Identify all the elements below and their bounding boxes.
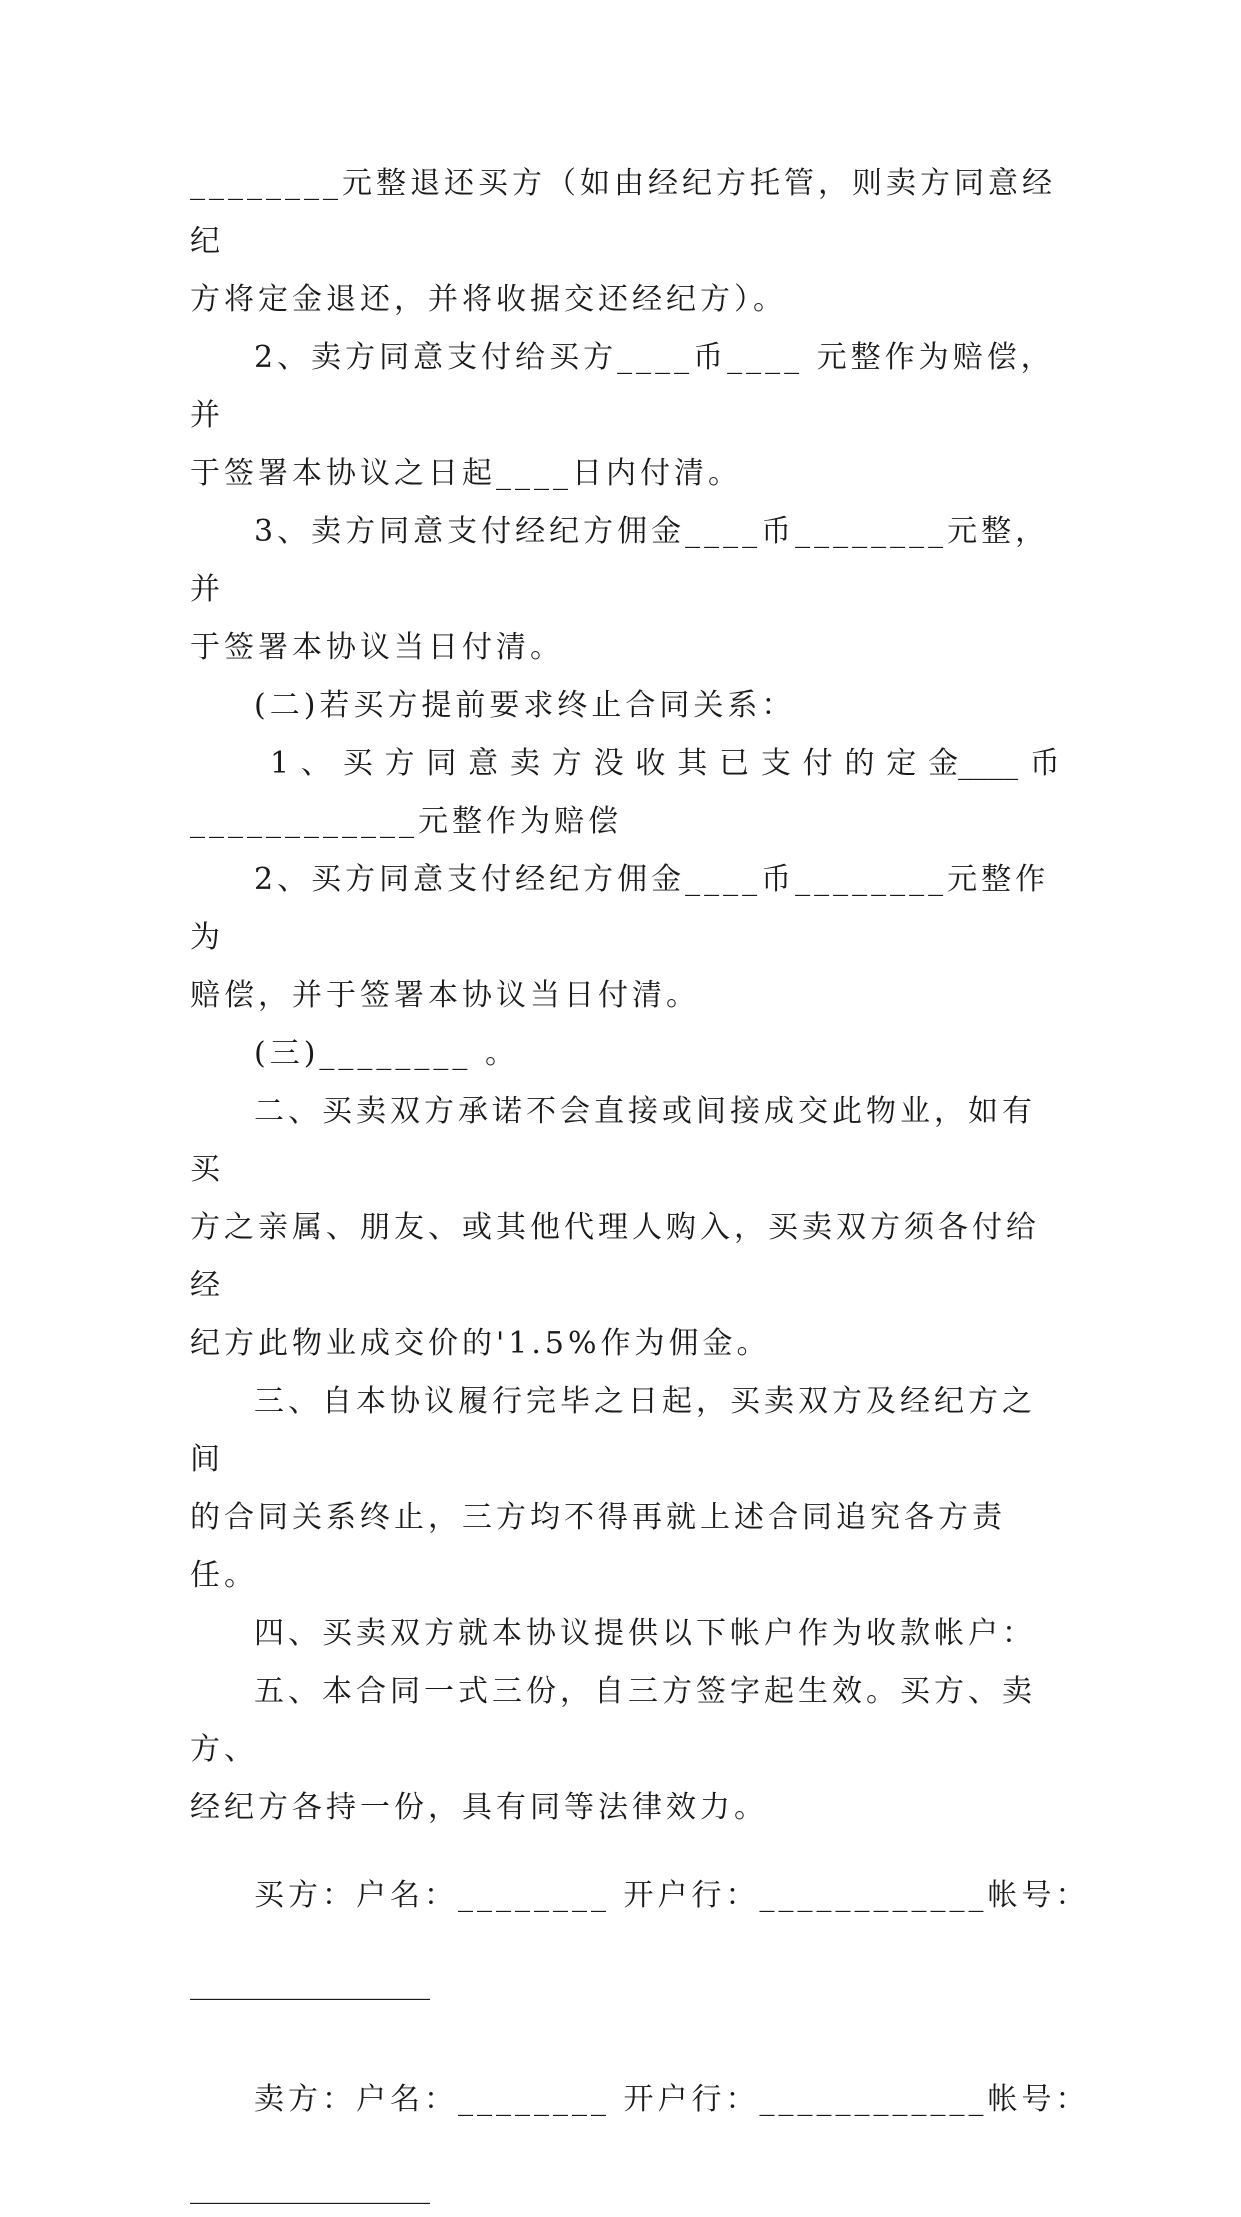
paragraph-line: 纪方此物业成交价的'1.5%作为佣金。: [190, 1326, 771, 1361]
paragraph-line: 赔偿，并于签署本协议当日付清。: [190, 978, 700, 1013]
paragraph-line: ____________元整作为赔偿: [190, 804, 622, 839]
justified-char: 、: [300, 746, 331, 781]
section-heading-3: (三)________ 。: [254, 1036, 519, 1071]
justified-char: 没: [593, 746, 624, 781]
paragraph-line: 经纪方各持一份，具有同等法律效力。: [190, 1790, 768, 1825]
justified-char: 已: [719, 746, 750, 781]
paragraph-line: 方之亲属、朋友、或其他代理人购入，买卖双方须各付给经: [190, 1210, 1040, 1303]
justified-char: 支: [760, 746, 791, 781]
clause-2: 2、卖方同意支付给买方____币____ 元整作为赔偿，并: [190, 340, 1055, 433]
paragraph-line: 于签署本协议之日起____日内付清。: [190, 456, 742, 491]
article-5: 五、本合同一式三份，自三方签字起生效。买方、卖方、: [190, 1674, 1036, 1767]
buyer-account-line: 买方：户名：________ 开户行：____________帐号：: [254, 1878, 1090, 1913]
justified-char: 币: [1029, 746, 1060, 781]
buyer-clause-2: 2、买方同意支付经纪方佣金____币________元整作为: [190, 862, 1050, 955]
seller-account-line: 卖方：户名：________ 开户行：____________帐号：: [254, 2082, 1090, 2117]
justified-char: 方: [384, 746, 415, 781]
article-4: 四、买卖双方就本协议提供以下帐户作为收款帐户：: [254, 1616, 1036, 1651]
paragraph-line: 方将定金退还，并将收据交还经纪方）。: [190, 282, 787, 317]
buyer-clause-1-line: [190, 735, 1060, 793]
article-2: 二、买卖双方承诺不会直接或间接成交此物业，如有买: [190, 1094, 1036, 1187]
seller-account-number-blank: ________________: [190, 2170, 430, 2205]
paragraph-line: ________元整退还买方（如由经纪方托管，则卖方同意经纪: [190, 166, 1056, 259]
justified-char: 金____: [928, 746, 1019, 781]
article-3: 三、自本协议履行完毕之日起，买卖双方及经纪方之间: [190, 1384, 1036, 1477]
justified-char: 的: [844, 746, 875, 781]
justified-char: 定: [886, 746, 917, 781]
justified-char: 卖: [509, 746, 540, 781]
justified-char: 收: [635, 746, 666, 781]
buyer-account-number-blank: ________________: [190, 1966, 430, 2001]
justified-char: 同: [426, 746, 457, 781]
justified-char: 其: [677, 746, 708, 781]
justified-char: 方: [551, 746, 582, 781]
justified-char: 意: [468, 746, 499, 781]
justified-char: 付: [802, 746, 833, 781]
paragraph-line: 的合同关系终止，三方均不得再就上述合同追究各方责任。: [190, 1500, 1006, 1593]
justified-char: 买: [342, 746, 373, 781]
section-heading-2: (二)若买方提前要求终止合同关系：: [254, 688, 796, 723]
spacer: [190, 2013, 1060, 2041]
document-body: [190, 155, 1090, 2217]
justified-char: 1: [270, 746, 290, 781]
paragraph-line: 于签署本协议当日付清。: [190, 630, 564, 665]
clause-3: 3、卖方同意支付经纪方佣金____币________元整，并: [190, 514, 1050, 607]
